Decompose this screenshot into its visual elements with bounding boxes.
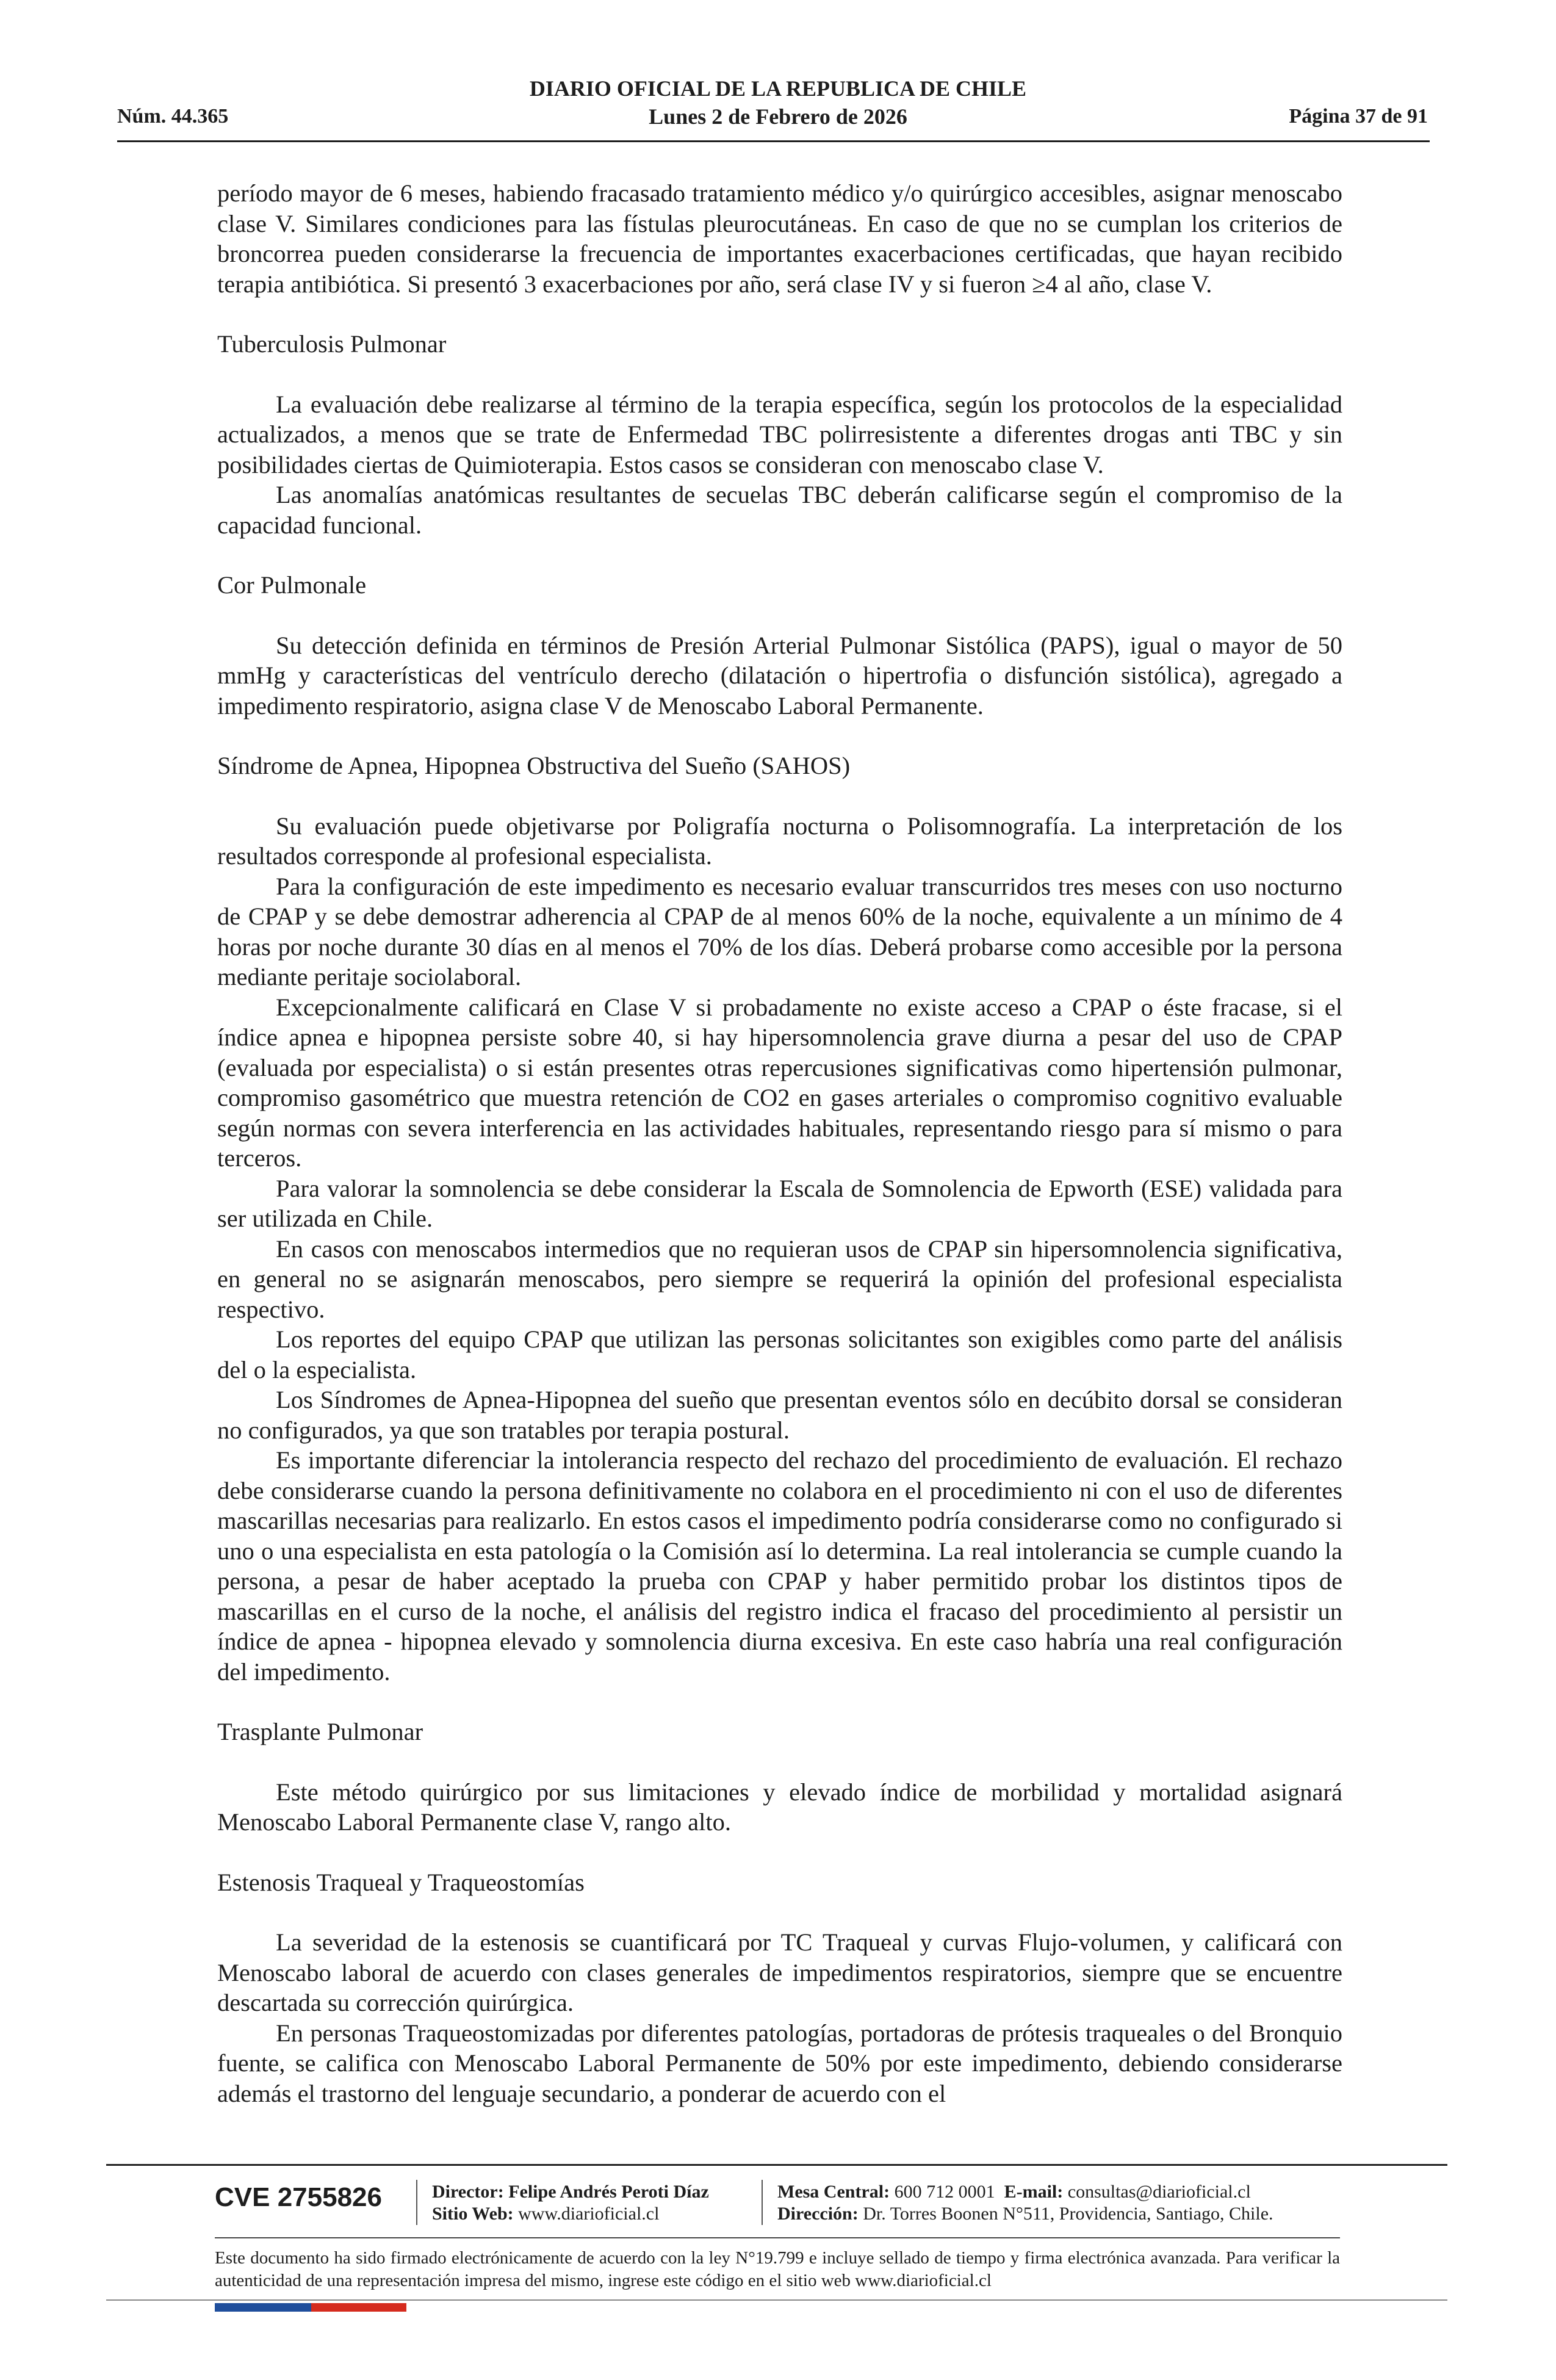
paragraph: Para la configuración de este impedimento es necesario evaluar transcurridos tres meses con uso nocturno de CPAP y se debe demostrar adherencia al CPAP de al menos 60% de la noche, equivalente a un mínimo de 4 horas por noche durante 30 días en al menos el 70% de los días. Deberá probarse como accesible por la persona mediante peritaje sociolaboral.	[217, 872, 1342, 990]
paragraph: Su evaluación puede objetivarse por Poligrafía nocturna o Polisomnografía. La interpretación de los resultados corresponde al profesional especialista.	[217, 812, 1342, 870]
paragraph: período mayor de 6 meses, habiendo fracasado tratamiento médico y/o quirúrgico accesibles, asignar menoscabo clase V. Similares condiciones para las fístulas pleurocutáneas. En caso de que no se cumplan los criterios de broncorrea pueden considerarse la frecuencia de importantes exacerbaciones certificadas, que hayan recibido terapia antibiótica. Si presentó 3 exacerbaciones por año, será clase IV y si fueron ≥4 al año, clase V.	[217, 179, 1342, 298]
footer-separator	[762, 2180, 763, 2225]
footer-director-block	[432, 2181, 709, 2225]
section-heading-trasplante: Trasplante Pulmonar	[217, 1718, 423, 1745]
director-name: Felipe Andrés Peroti Díaz	[508, 2182, 709, 2202]
paragraph: Los Síndromes de Apnea-Hipopnea del sueño que presentan eventos sólo en decúbito dorsal se consideran no configurados, ya que son tratables por terapia postural.	[217, 1386, 1342, 1444]
paragraph: Los reportes del equipo CPAP que utilizan las personas solicitantes son exigibles como parte del análisis del o la especialista.	[217, 1325, 1342, 1383]
paragraph: Para valorar la somnolencia se debe considerar la Escala de Somnolencia de Epworth (ESE) validada para ser utilizada en Chile.	[217, 1174, 1342, 1232]
publication-title: DIARIO OFICIAL DE LA REPUBLICA DE CHILE	[529, 76, 1027, 101]
paragraph: Su detección definida en términos de Presión Arterial Pulmonar Sistólica (PAPS), igual o mayor de 50 mmHg y características del ventrículo derecho (dilatación o hipertrofia o disfunción sistólica), agregado a impedimento respiratorio, asigna clase V de Menoscabo Laboral Permanente.	[217, 631, 1342, 719]
section-heading-estenosis: Estenosis Traqueal y Traqueostomías	[217, 1868, 585, 1896]
footer-separator	[416, 2180, 417, 2225]
section-heading-tuberculosis: Tuberculosis Pulmonar	[217, 330, 447, 358]
director-label: Director:	[432, 2182, 504, 2202]
footer-divider	[106, 2164, 1447, 2166]
email-link[interactable]: consultas@diarioficial.cl	[1067, 2182, 1251, 2202]
page-number: Página 37 de 91	[1289, 105, 1428, 128]
paragraph: En personas Traqueostomizadas por diferentes patologías, portadoras de prótesis traqueales o del Bronquio fuente, se califica con Menoscabo Laboral Permanente de 50% por este impedimento, debiendo considerarse además el trastorno del lenguaje secundario, a ponderar de acuerdo con el	[217, 2019, 1342, 2107]
email-label: E-mail:	[1004, 2182, 1064, 2202]
footer-divider	[215, 2237, 1340, 2238]
paragraph: Las anomalías anatómicas resultantes de secuelas TBC deberán calificarse según el compromiso de la capacidad funcional.	[217, 481, 1342, 539]
issue-number: Núm. 44.365	[117, 105, 229, 128]
signature-notice: Este documento ha sido firmado electrónicamente de acuerdo con la ley N°19.799 e incluye sellado de tiempo y firma electrónica avanzada. Para verificar la autenticidad de una representación impresa del mismo, ingrese este código en el sitio web www.diarioficial.cl	[215, 2248, 1340, 2290]
publication-date: Lunes 2 de Febrero de 2026	[649, 104, 907, 129]
paragraph: La severidad de la estenosis se cuantificará por TC Traqueal y curvas Flujo-volumen, y calificará con Menoscabo laboral de acuerdo con clases generales de impedimentos respiratorios, siempre que se encuentre descartada su corrección quirúrgica.	[217, 1928, 1342, 2016]
cve-code: CVE 2755826	[215, 2182, 382, 2212]
paragraph: Es importante diferenciar la intolerancia respecto del rechazo del procedimiento de evaluación. El rechazo debe considerarse cuando la persona definitivamente no colabora en el procedimiento ni con el uso de diferentes mascarillas necesarias para realizarlo. En estos casos el impedimento podría considerarse como no configurado si uno o una especialista en esta patología o la Comisión así lo determina. La real intolerancia se cumple cuando la persona, a pesar de haber aceptado la prueba con CPAP y haber permitido probar los distintos tipos de mascarillas en el curso de la noche, el análisis del registro indica el fracaso del procedimiento al persistir un índice de apnea - hipopnea elevado y somnolencia diurna excesiva. En este caso habría una real configuración del impedimento.	[217, 1446, 1342, 1686]
section-heading-sahos: Síndrome de Apnea, Hipopnea Obstructiva del Sueño (SAHOS)	[217, 752, 851, 779]
paragraph: En casos con menoscabos intermedios que no requieran usos de CPAP sin hipersomnolencia significativa, en general no se asignarán menoscabos, pero siempre se requerirá la opinión del profesional especialista respectivo.	[217, 1235, 1342, 1323]
section-heading-cor-pulmonale: Cor Pulmonale	[217, 571, 367, 599]
paragraph: Excepcionalmente calificará en Clase V si probadamente no existe acceso a CPAP o éste fracase, si el índice apnea e hipopnea persiste sobre 40, si hay hipersomnolencia grave diurna a pesar del uso de CPAP (evaluada por especialista) o si están presentes otras repercusiones significativas como hipertensión pulmonar, compromiso gasométrico que muestra retención de CO2 en gases arteriales o compromiso cognitivo evaluable según normas con severa interferencia en las actividades habituales, representando riesgo para sí mismo o para terceros.	[217, 993, 1342, 1172]
paragraph: La evaluación debe realizarse al término de la terapia específica, según los protocolos de la especialidad actualizados, a menos que se trate de Enfermedad TBC polirresistente a diferentes drogas anti TBC y sin posibilidades ciertas de Quimioterapia. Estos casos se consideran con menoscabo clase V.	[217, 390, 1342, 478]
document-body	[217, 178, 1342, 2108]
website-link[interactable]: www.diarioficial.cl	[518, 2204, 660, 2224]
flag-stripe-blue	[215, 2303, 311, 2312]
flag-stripe-red	[311, 2303, 406, 2312]
phone-label: Mesa Central:	[777, 2182, 890, 2202]
footer-contact-block	[777, 2181, 1273, 2225]
address-label: Dirección:	[777, 2204, 859, 2224]
header-divider	[117, 140, 1430, 142]
address-value: Dr. Torres Boonen N°511, Providencia, Santiago, Chile.	[863, 2204, 1273, 2224]
website-label: Sitio Web:	[432, 2204, 514, 2224]
paragraph: Este método quirúrgico por sus limitaciones y elevado índice de morbilidad y mortalidad asignará Menoscabo Laboral Permanente clase V, rango alto.	[217, 1778, 1342, 1836]
footer-divider	[106, 2299, 1447, 2301]
phone-value: 600 712 0001	[894, 2182, 995, 2202]
